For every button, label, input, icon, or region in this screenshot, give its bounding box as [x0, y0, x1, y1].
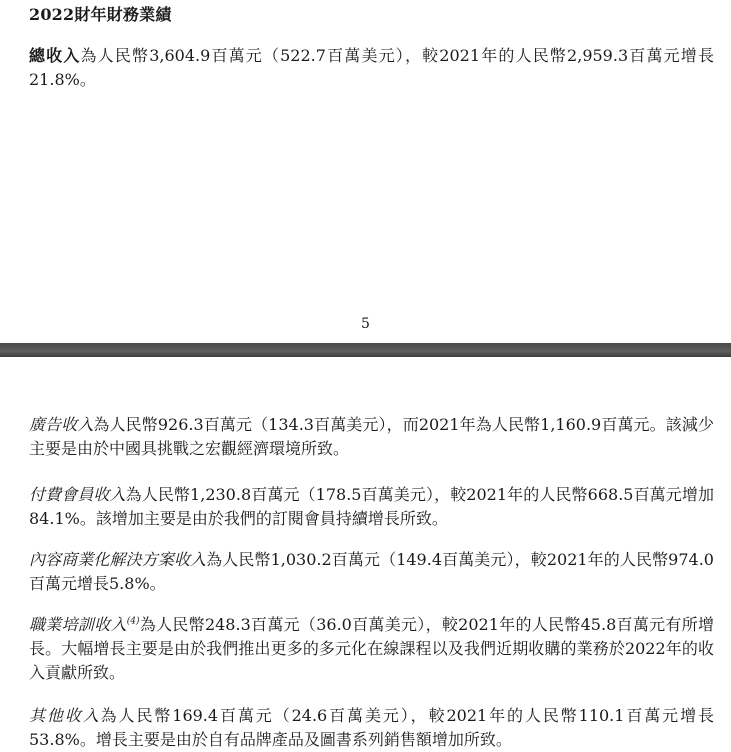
page-number: 5	[361, 316, 370, 332]
advertising-revenue-term: 廣告收入	[29, 415, 94, 434]
other-revenue-paragraph	[29, 704, 714, 752]
paid-membership-revenue-term: 付費會員收入	[29, 485, 126, 504]
paid-membership-revenue-text: 為人民幣1,230.8百萬元（178.5百萬美元），較2021年的人民幣668.5百萬元增加84.1%。該增加主要是由於我們的訂閱會員持續增長所致。	[29, 485, 714, 528]
vocational-training-revenue-term: 職業培訓收入	[29, 615, 127, 634]
content-commercialization-revenue-text: 為人民幣1,030.2百萬元（149.4百萬美元），較2021年的人民幣974.0百萬元增長5.8%。	[29, 550, 714, 593]
paid-membership-revenue-paragraph	[29, 483, 714, 531]
other-revenue-term: 其他收入	[29, 706, 101, 725]
document-page-top	[0, 0, 731, 343]
vocational-training-revenue-paragraph	[29, 613, 714, 685]
total-revenue-paragraph	[29, 44, 714, 92]
content-commercialization-revenue-term: 內容商業化解決方案收入	[29, 550, 207, 569]
footnote-marker: (4)	[126, 616, 140, 627]
total-revenue-term: 總收入	[29, 46, 81, 65]
section-heading: 2022財年財務業績	[29, 5, 172, 24]
advertising-revenue-text: 為人民幣926.3百萬元（134.3百萬美元），而2021年為人民幣1,160.9百萬元。該減少主要是由於中國具挑戰之宏觀經濟環境所致。	[29, 415, 714, 458]
document-page-bottom	[0, 357, 731, 747]
total-revenue-text: 為人民幣3,604.9百萬元（522.7百萬美元），較2021年的人民幣2,959.3百萬元增長21.8%。	[29, 46, 714, 89]
content-commercialization-revenue-paragraph	[29, 548, 714, 596]
other-revenue-text: 為人民幣169.4百萬元（24.6百萬美元），較2021年的人民幣110.1百萬元增長53.8%。增長主要是由於自有品牌產品及圖書系列銷售額增加所致。	[29, 706, 714, 749]
advertising-revenue-paragraph	[29, 413, 714, 461]
vocational-training-revenue-text: 為人民幣248.3百萬元（36.0百萬美元），較2021年的人民幣45.8百萬元有所增長。大幅增長主要是由於我們推出更多的多元化在線課程以及我們近期收購的業務於2022年的收入貢獻所致。	[29, 615, 714, 682]
page-divider	[0, 343, 731, 357]
